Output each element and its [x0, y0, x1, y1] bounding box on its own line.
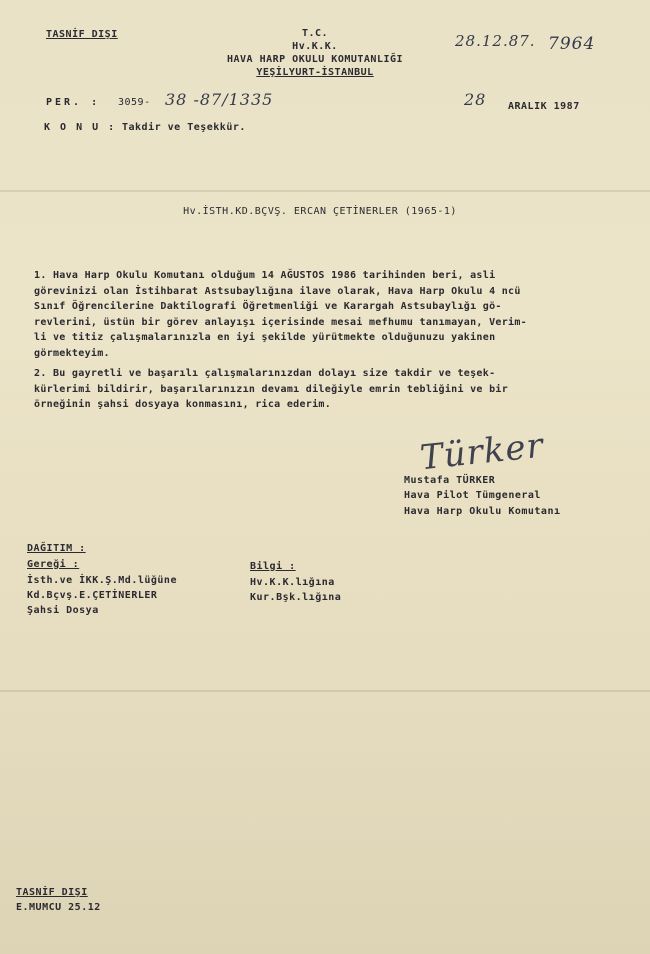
distribution-info-item: Hv.K.K.lığına — [250, 577, 335, 588]
distribution-action-heading: Gereği : — [27, 559, 80, 570]
org-line-3: HAVA HARP OKULU KOMUTANLIĞI — [226, 54, 404, 65]
handwritten-date: 28.12.87. — [455, 32, 536, 50]
reference-day-handwritten: 28 — [464, 90, 487, 109]
distribution-action-item: Kd.Bçvş.E.ÇETİNERLER — [27, 590, 158, 601]
handwritten-number: 7964 — [548, 34, 596, 54]
body-paragraph-1 — [34, 268, 634, 361]
signatory-title: Hava Harp Okulu Komutanı — [404, 506, 561, 517]
body-line: kürlerimi bildirir, başarılarınızın devamı dileğiyle emrin tebliğini ve bir — [34, 383, 509, 395]
distribution-info-item: Kur.Bşk.lığına — [250, 592, 342, 603]
distribution-info-heading: Bilgi : — [250, 561, 296, 572]
distribution-action-item: Şahsi Dosya — [27, 605, 99, 616]
paper-crease — [0, 190, 650, 192]
body-line: li ve titiz çalışmalarınızla en iyi şekilde yürütmekte olduğunuzu yakinen — [34, 332, 496, 343]
distribution-action-item: İsth.ve İKK.Ş.Md.lüğüne — [27, 575, 177, 586]
signatory-name: Mustafa TÜRKER — [404, 475, 496, 486]
classification-bottom: TASNİF DIŞI — [16, 887, 88, 898]
subject-text: Takdir ve Teşekkür. — [122, 122, 246, 133]
body-line: görevinizi olan İstihbarat Astsubaylığına ilave olarak, Hava Harp Okulu 4 ncü — [34, 285, 521, 297]
reference-number-handwritten: 38 -87/1335 — [165, 90, 274, 109]
classification-top: TASNİF DIŞI — [46, 29, 118, 40]
addressee: Hv.İSTH.KD.BÇVŞ. ERCAN ÇETİNERLER (1965-1) — [183, 206, 457, 217]
body-line: 1. Hava Harp Okulu Komutanı olduğum 14 AĞUSTOS 1986 tarihinden beri, asli — [34, 270, 496, 281]
org-line-1: T.C. — [301, 28, 329, 39]
reference-label: PER. : — [46, 97, 101, 108]
body-line: örneğinin şahsi dosyaya konmasını, rica ederim. — [34, 399, 332, 410]
reference-number-typed: 3059- — [118, 97, 151, 108]
subject-label: K O N U : — [44, 122, 117, 133]
org-line-2: Hv.K.K. — [292, 41, 338, 52]
body-line: görmekteyim. — [34, 347, 110, 359]
body-line: 2. Bu gayretli ve başarılı çalışmalarınızdan dolayı size takdir ve teşek- — [34, 368, 496, 379]
body-line: revlerini, üstün bir görev anlayışı içerisinde mesai mefhumu tanımayan, Verim- — [34, 316, 527, 328]
typist-reference: E.MUMCU 25.12 — [16, 902, 101, 913]
signatory-rank: Hava Pilot Tümgeneral — [404, 490, 541, 501]
body-line: Sınıf Öğrencilerine Daktilografi Öğretmenliği ve Karargah Astsubaylığı gö- — [34, 301, 502, 312]
org-line-4: YEŞİLYURT-İSTANBUL — [256, 67, 374, 78]
body-paragraph-2 — [34, 366, 634, 413]
reference-month-year: ARALIK 1987 — [508, 101, 580, 112]
handwritten-signature: Türker — [418, 425, 546, 479]
distribution-heading: DAĞITIM : — [27, 543, 86, 554]
paper-crease — [0, 690, 650, 692]
